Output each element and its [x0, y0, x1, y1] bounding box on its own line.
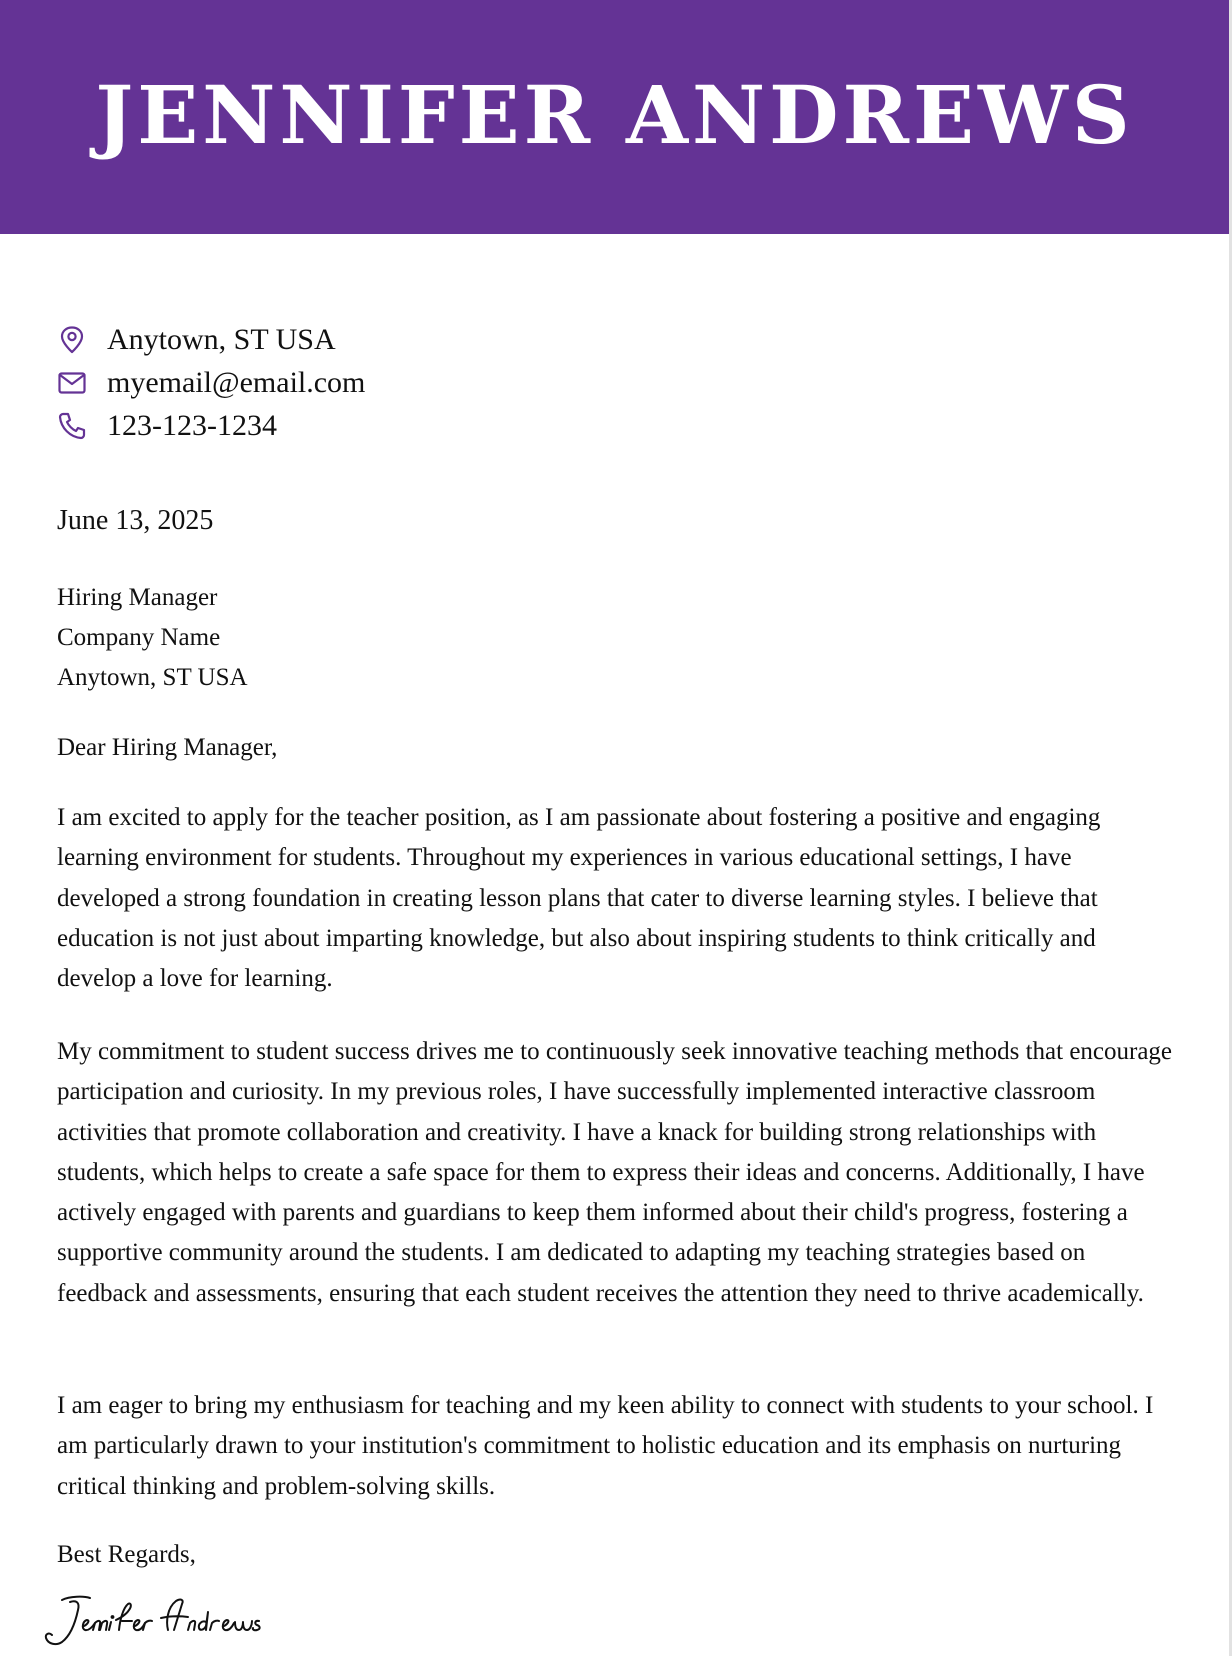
- salutation: Dear Hiring Manager,: [57, 734, 278, 761]
- applicant-name: JENNIFER ANDREWS: [95, 68, 1134, 162]
- body-paragraph-3: I am eager to bring my enthusiasm for teaching and my keen ability to connect with students to your school. I am particularly drawn to your institution's commitment to holistic education and its emphasis on nurturing critical thinking and problem-solving skills.: [57, 1392, 1154, 1500]
- location-text: Anytown, ST USA: [107, 322, 336, 356]
- contact-email: [57, 361, 365, 404]
- email-text: myemail@email.com: [107, 365, 366, 399]
- letter-date: June 13, 2025: [57, 505, 214, 536]
- body-paragraph-1: I am excited to apply for the teacher position, as I am passionate about fostering a positive and engaging learning environment for students. Throughout my experiences in various educational settings, I have developed a strong foundation in creating lesson plans that cater to diverse learning styles. I believe that education is not just about imparting knowledge, but also about inspiring students to think critically and develop a love for learning.: [57, 804, 1101, 993]
- contact-block: [57, 318, 365, 447]
- body-paragraph-2: My commitment to student success drives me to continuously seek innovative teaching methods that encourage participation and curiosity. In my previous roles, I have successfully implemented interactive classroom activities that promote collaboration and creativity. I have a knack for building strong relationships with students, which helps to create a safe space for them to express their ideas and concerns. Additionally, I have actively engaged with parents and guardians to keep them informed about their child's progress, fostering a supportive community around the students. I am dedicated to adapting my teaching strategies based on feedback and assessments, ensuring that each student receives the attention they need to thrive academically.: [57, 1038, 1173, 1307]
- phone-icon: [57, 411, 87, 441]
- recipient-title: Hiring Manager: [57, 584, 218, 611]
- location-pin-icon: [57, 325, 87, 355]
- contact-location: [57, 318, 365, 361]
- phone-text: 123-123-1234: [107, 408, 277, 442]
- contact-phone: [57, 404, 365, 447]
- recipient-address: Anytown, ST USA: [57, 664, 248, 691]
- mail-icon: [57, 368, 87, 398]
- handwritten-signature: [40, 1590, 270, 1656]
- recipient-company: Company Name: [57, 624, 221, 651]
- closing: Best Regards,: [57, 1541, 196, 1568]
- recipient-block: [57, 578, 248, 698]
- name-banner: [0, 0, 1229, 234]
